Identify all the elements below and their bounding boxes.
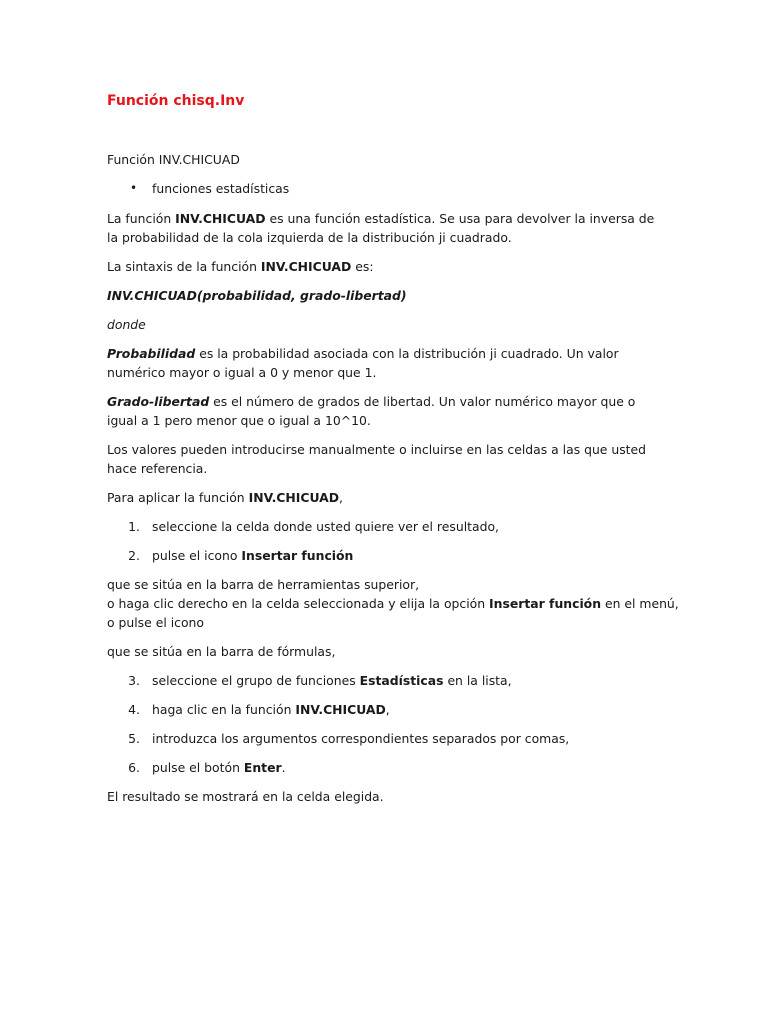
bullet-icon: • [130,181,138,195]
step-item: haga clic en la función INV.CHICUAD, [152,702,390,717]
result-note: El resultado se mostrará en la celda elegida. [107,789,384,804]
bullet-item-category: funciones estadísticas [152,181,290,196]
toolbar-note-line-3: o pulse el icono [107,615,204,630]
probability-definition: Probabilidad es la probabilidad asociada con la distribución ji cuadrado. Un valor numérico mayor o igual a 0 y menor que 1. [107,346,619,380]
syntax-intro: La sintaxis de la función INV.CHICUAD es: [107,259,374,274]
step-number: 6. [128,760,140,775]
function-heading: Función INV.CHICUAD [107,152,240,167]
step-number: 3. [128,673,140,688]
toolbar-note-line-2: o haga clic derecho en la celda seleccionada y elija la opción Insertar función en el menú, [107,596,679,611]
step-number: 2. [128,548,140,563]
apply-intro: Para aplicar la función INV.CHICUAD, [107,490,343,505]
formula-bar-note: que se sitúa en la barra de fórmulas, [107,644,336,659]
step-item: seleccione la celda donde usted quiere ver el resultado, [152,519,499,534]
document-title: Función chisq.Inv [107,93,245,109]
step-number: 4. [128,702,140,717]
syntax-formula: INV.CHICUAD(probabilidad, grado-libertad) [107,288,407,303]
step-number: 5. [128,731,140,746]
toolbar-note-line-1: que se sitúa en la barra de herramientas superior, [107,577,420,592]
step-item: pulse el icono Insertar función [152,548,354,563]
degrees-freedom-definition: Grado-libertad es el número de grados de libertad. Un valor numérico mayor que o igual a 1 pero menor que o igual a 10^10. [107,394,636,428]
step-item: pulse el botón Enter. [152,760,286,775]
where-label: donde [107,317,146,332]
step-number: 1. [128,519,140,534]
step-item: seleccione el grupo de funciones Estadísticas en la lista, [152,673,512,688]
values-note: Los valores pueden introducirse manualmente o incluirse en las celdas a las que usted hace referencia. [107,442,647,476]
step-item: introduzca los argumentos correspondientes separados por comas, [152,731,570,746]
intro-paragraph: La función INV.CHICUAD es una función estadística. Se usa para devolver la inversa de la probabilidad de la cola izquierda de la distribución ji cuadrado. [107,211,655,245]
